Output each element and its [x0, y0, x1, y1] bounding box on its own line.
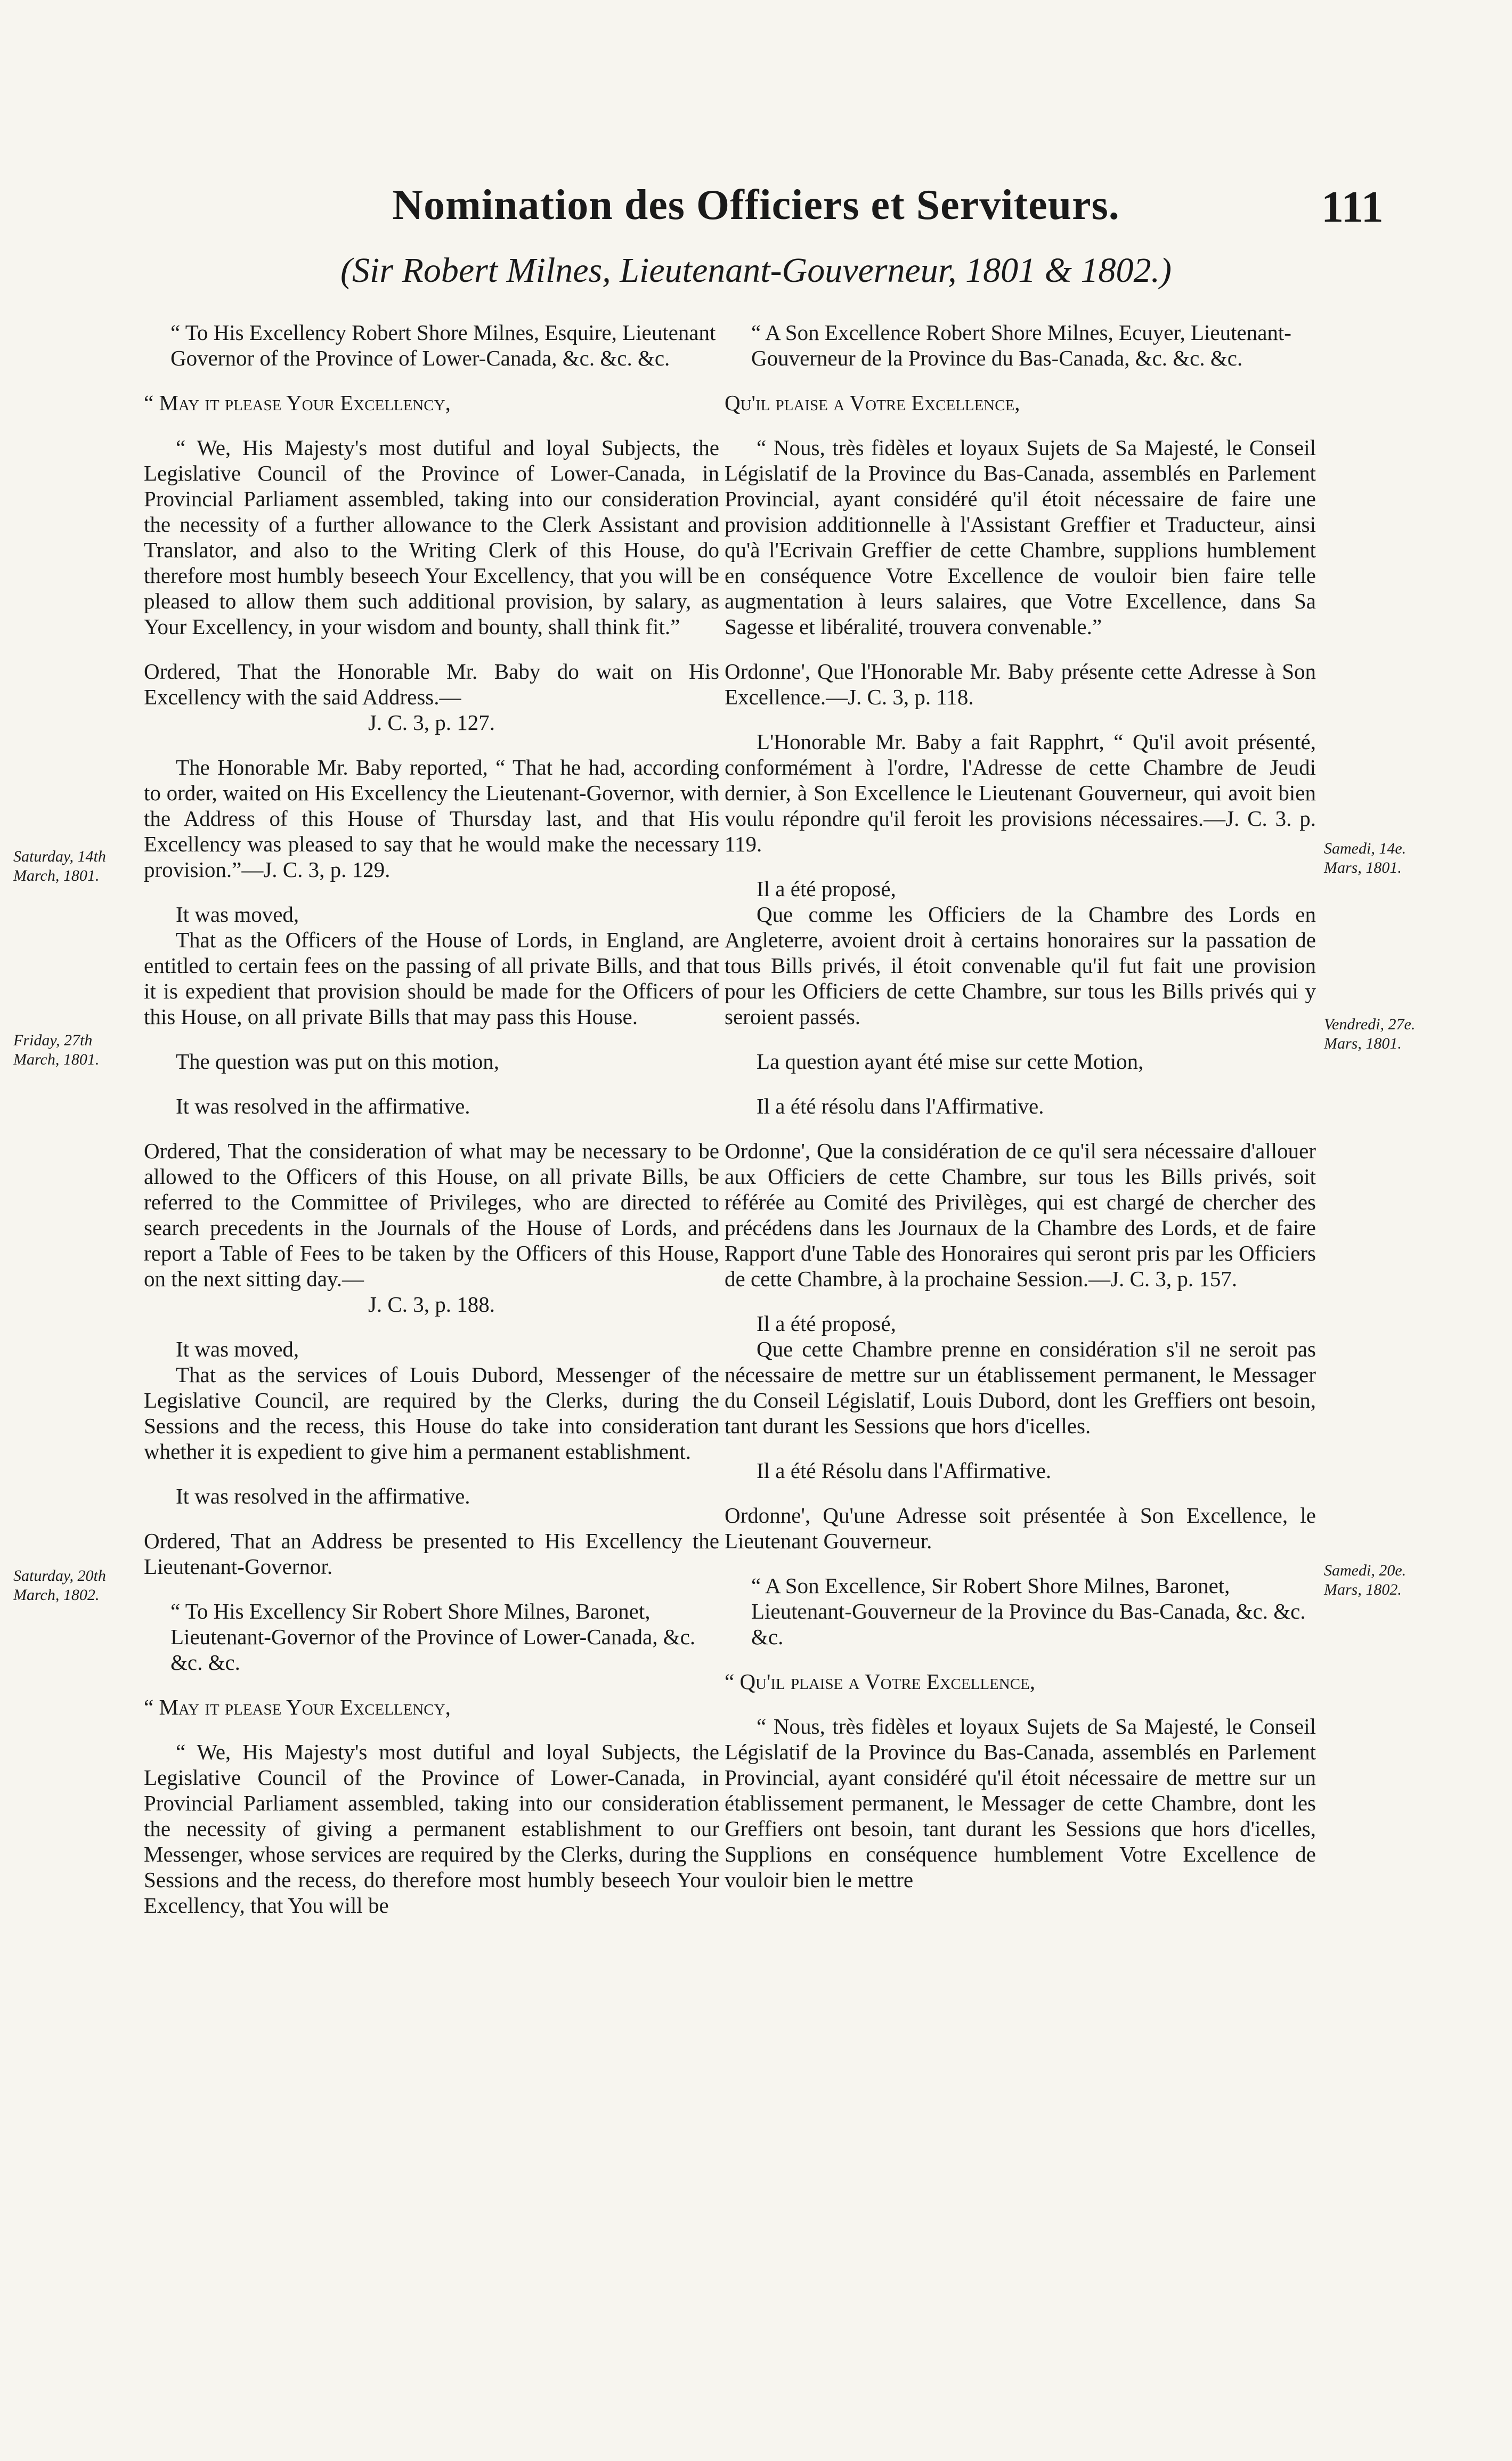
question-paragraph: The question was put on this motion, [176, 1049, 499, 1074]
motion-intro: It was moved, [176, 1337, 299, 1361]
margin-date: Saturday, 14th March, 1801. [13, 848, 106, 884]
motion-intro: It was moved, [176, 902, 299, 927]
margin-date: Friday, 27th March, 1801. [13, 1031, 100, 1068]
motion-text: That as the services of Louis Dubord, Messenger of the Legislative Council, are required by the Clerks, during the Sessions and the recess, this House do take into consideration whether it is expedient to give him a permanent establishment. [144, 1362, 719, 1464]
journal-reference: J. C. 3, p. 127. [368, 710, 495, 735]
order-paragraph: Ordered, That an Address be presented to His Excellency the Lieutenant-Governor. [144, 1529, 719, 1579]
address-heading: “ A Son Excellence Robert Shore Milnes, Ecuyer, Lieutenant-Gouverneur de la Province du Bas-Canada, &c. &c. &c. [751, 320, 1291, 370]
motion-text: Que cette Chambre prenne en considération s'il ne seroit pas nécessaire de mettre sur un établissement permanent, le Messager du Conseil Législatif, Louis Dubord, dont les Greffiers ont besoin, tant durant les Sessions que hors d'icelles. [725, 1337, 1316, 1438]
journal-reference: J. C. 3, p. 188. [368, 1292, 495, 1317]
page-number: 111 [1321, 182, 1384, 232]
salutation: “ May it please Your Excellency, [144, 1695, 451, 1719]
resolution-paragraph: It was resolved in the affirmative. [176, 1484, 470, 1508]
address-body: “ Nous, très fidèles et loyaux Sujets de Sa Majesté, le Conseil Législatif de la Province du Bas-Canada, assemblés en Parlement Provincial, ayant considéré qu'il étoit nécessaire de faire une provision additionnelle à l'Assistant Greffier et Traducteur, ainsi qu'à l'Ecrivain Greffier de cette Chambre, supplions humblement en conséquence Votre Excellence de vouloir bien faire telle augmentation à leurs salaires, que Votre Excellence, dans Sa Sagesse et libéralité, trouvera convenable.” [725, 435, 1316, 639]
english-column [144, 320, 719, 1918]
order-paragraph: Ordered, That the consideration of what may be necessary to be allowed to the Officers of this House, on all private Bills, be referred to the Committee of Privileges, who are directed to search precedents in the Journals of the House of Lords, and report a Table of Fees to be taken by the Officers of this House, on the next sitting day.— [144, 1139, 719, 1291]
resolution-paragraph: Il a été résolu dans l'Affirmative. [757, 1094, 1044, 1118]
margin-date: Saturday, 20th March, 1802. [13, 1567, 106, 1604]
address-heading: “ To His Excellency Robert Shore Milnes, Esquire, Lieutenant Governor of the Province of Lower-Canada, &c. &c. &c. [170, 320, 716, 370]
margin-date: Samedi, 14e. Mars, 1801. [1324, 840, 1407, 876]
order-paragraph: Ordonne', Qu'une Adresse soit présentée à Son Excellence, le Lieutenant Gouverneur. [725, 1503, 1316, 1553]
address-heading: “ A Son Excellence, Sir Robert Shore Milnes, Baronet, Lieutenant-Gouverneur de la Province du Bas-Canada, &c. &c. &c. [751, 1573, 1306, 1649]
motion-text: Que comme les Officiers de la Chambre des Lords en Angleterre, avoient droit à certains honoraires sur la passation de tous Bills privés, il étoit convenable qu'il fut fait une provision pour les Officiers de cette Chambre, sur tous les Bills privés qui y seroient passés. [725, 902, 1316, 1029]
french-column [725, 320, 1316, 1893]
resolution-paragraph: It was resolved in the affirmative. [176, 1094, 470, 1118]
motion-intro: Il a été proposé, [757, 1311, 896, 1336]
margin-date: Vendredi, 27e. Mars, 1801. [1324, 1016, 1416, 1052]
address-body: “ Nous, très fidèles et loyaux Sujets de Sa Majesté, le Conseil Législatif de la Province du Bas-Canada, assemblés en Parlement Provincial, ayant considéré qu'il étoit nécessaire de mettre sur un établissement permanent, le Messager de cette Chambre, dont les Greffiers ont besoin, tant durant les Sessions que hors d'icelles, Supplions en conséquence humblement Votre Excellence de vouloir bien le mettre [725, 1714, 1316, 1892]
address-heading: “ To His Excellency Sir Robert Shore Milnes, Baronet, Lieutenant-Governor of the Province of Lower-Canada, &c. &c. &c. [170, 1599, 696, 1675]
question-paragraph: La question ayant été mise sur cette Motion, [757, 1049, 1144, 1074]
margin-date: Samedi, 20e. Mars, 1802. [1324, 1562, 1407, 1598]
resolution-paragraph: Il a été Résolu dans l'Affirmative. [757, 1458, 1052, 1483]
address-body: “ We, His Majesty's most dutiful and loyal Subjects, the Legislative Council of the Province of Lower-Canada, in Provincial Parliament assembled, taking into our consideration the necessity of a further allowance to the Clerk Assistant and Translator, and also to the Writing Clerk of this House, do therefore most humbly beseech Your Excellency, that you will be pleased to allow them such additional provision, by salary, as Your Excellency, in your wisdom and bounty, shall think fit.” [144, 435, 719, 639]
report-paragraph: L'Honorable Mr. Baby a fait Rapphrt, “ Qu'il avoit présenté, conformément à l'ordre, l'Adresse de cette Chambre de Jeudi dernier, à Son Excellence le Lieutenant Gouverneur, qui avoit bien voulu répondre qu'il feroit les provisions nécessaires.—J. C. 3. p. 119. [725, 729, 1316, 856]
report-paragraph: The Honorable Mr. Baby reported, “ That he had, according to order, waited on His Excellency the Lieutenant-Governor, with the Address of this House of Thursday last, and that His Excellency was pleased to say that he would make the necessary provision.”—J. C. 3, p. 129. [144, 755, 719, 882]
salutation: Qu'il plaise a Votre Excellence, [725, 391, 1020, 415]
motion-text: That as the Officers of the House of Lords, in England, are entitled to certain fees on the passing of all private Bills, and that it is expedient that provision should be made for the Officers of this House, on all private Bills that may pass this House. [144, 928, 719, 1029]
order-paragraph: Ordonne', Que l'Honorable Mr. Baby présente cette Adresse à Son Excellence.—J. C. 3, p. 118. [725, 659, 1316, 709]
order-paragraph: Ordered, That the Honorable Mr. Baby do wait on His Excellency with the said Address.— [144, 659, 719, 709]
salutation: “ May it please Your Excellency, [144, 391, 451, 415]
salutation: “ Qu'il plaise a Votre Excellence, [725, 1669, 1036, 1694]
motion-intro: Il a été proposé, [757, 876, 896, 901]
address-body: “ We, His Majesty's most dutiful and loyal Subjects, the Legislative Council of the Province of Lower-Canada, in Provincial Parliament assembled, taking into our consideration the necessity of giving a permanent establishment to our Messenger, whose services are required by the Clerks, during the Sessions and the recess, do therefore most humbly beseech Your Excellency, that You will be [144, 1740, 719, 1918]
order-paragraph: Ordonne', Que la considération de ce qu'il sera nécessaire d'allouer aux Officiers de cette Chambre, sur tous les Bills privés, soit référée au Comité des Privilèges, qui est chargé de chercher des précédens dans les Journaux de la Chambre des Lords, et de faire Rapport d'une Table des Honoraires qui seront pris par les Officiers de cette Chambre, à la prochaine Session.—J. C. 3, p. 157. [725, 1139, 1316, 1291]
page-title: Nomination des Officiers et Serviteurs. [392, 182, 1120, 229]
page-subtitle: (Sir Robert Milnes, Lieutenant-Gouverneur, 1801 & 1802.) [340, 251, 1172, 290]
